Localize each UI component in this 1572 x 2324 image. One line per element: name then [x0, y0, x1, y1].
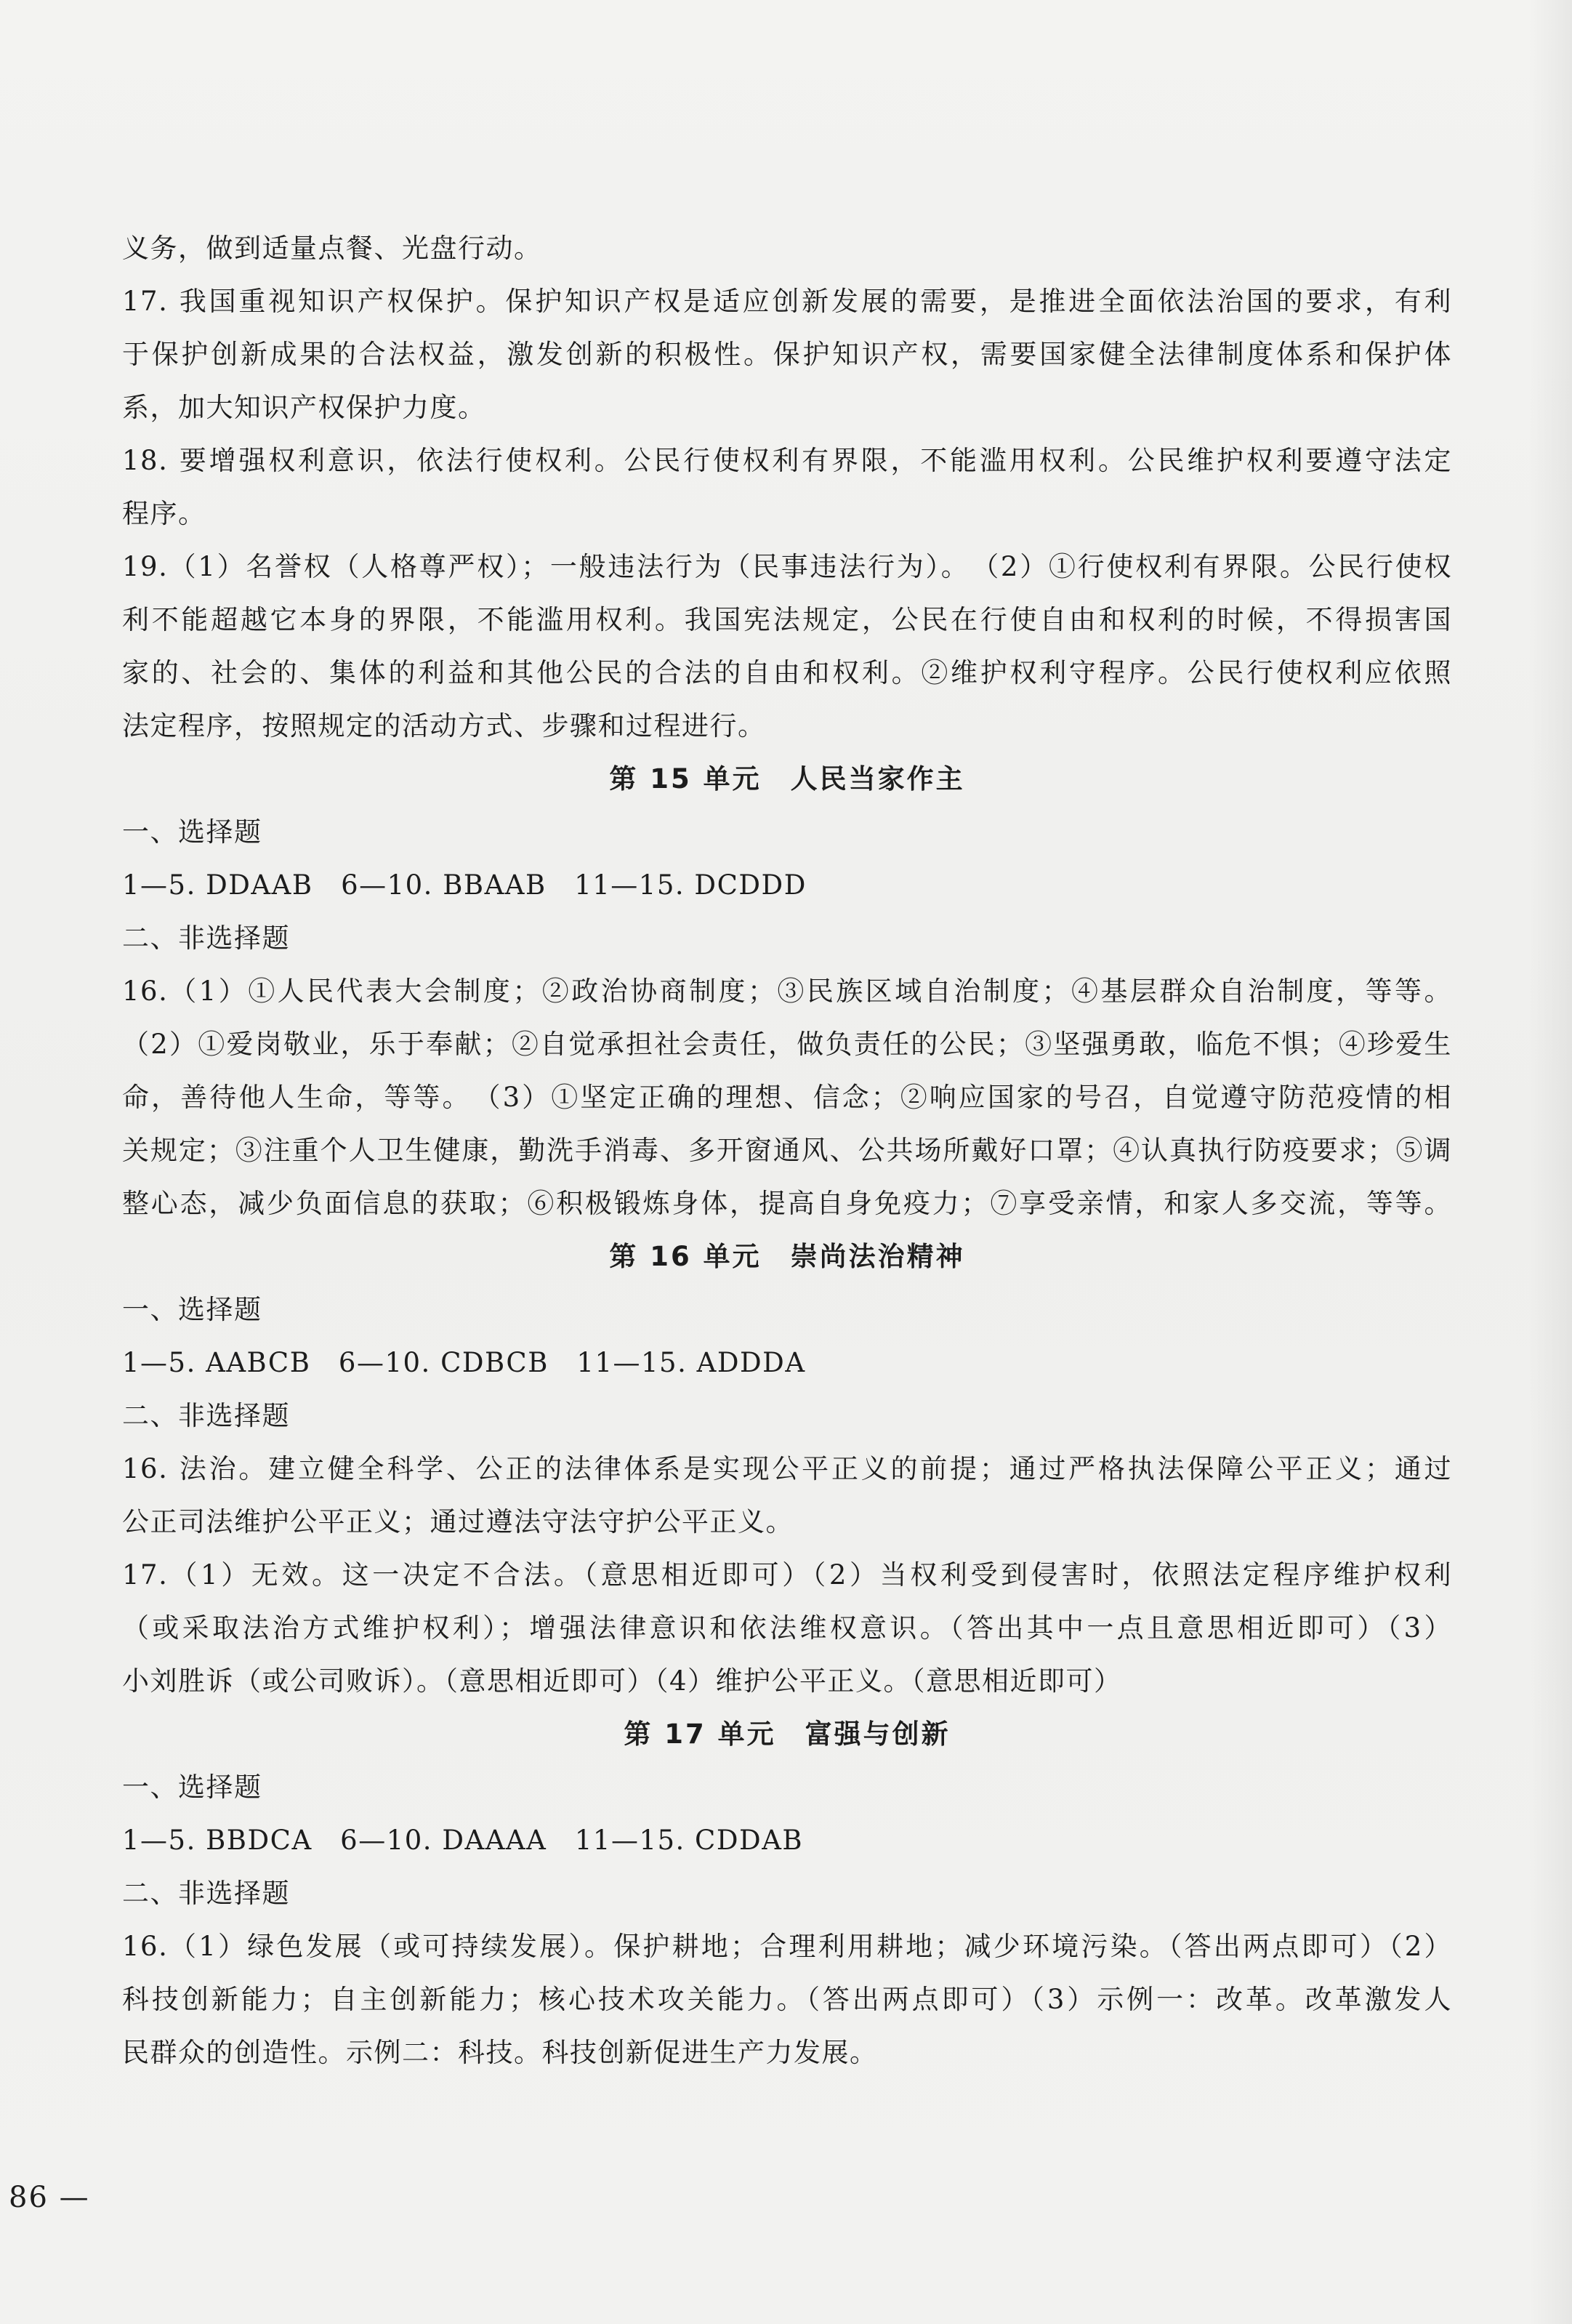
text-line: 民群众的创造性。示例二：科技。科技创新促进生产力发展。 [122, 2037, 878, 2068]
text-line: （2）①爱岗敬业，乐于奉献；②自觉承担社会责任，做负责任的公民；③坚强勇敢，临危不惧；④珍爱生 [122, 1029, 1452, 1060]
text-line: 小刘胜诉（或公司败诉）。（意思相近即可）（4）维护公平正义。（意思相近即可） [122, 1665, 1122, 1697]
text-line: （或采取法治方式维护权利）；增强法律意识和依法维权意识。（答出其中一点且意思相近即可）（3） [122, 1612, 1452, 1644]
unit-heading: 第 15 单元 人民当家作主 [609, 763, 965, 795]
choice-answers: 1—5. DDAAB 6—10. BBAAB 11—15. DCDDD [122, 869, 807, 901]
text-line: 于保护创新成果的合法权益，激发创新的积极性。保护知识产权，需要国家健全法律制度体系和保护体 [122, 339, 1452, 370]
text-line: 义务，做到适量点餐、光盘行动。 [122, 233, 542, 264]
text-line: 关规定；③注重个人卫生健康，勤洗手消毒、多开窗通风、公共场所戴好口罩；④认真执行防疫要求；⑤调 [122, 1135, 1452, 1166]
text-line: 整心态，减少负面信息的获取；⑥积极锻炼身体，提高自身免疫力；⑦享受亲情，和家人多交流，等等。 [122, 1188, 1452, 1219]
section-label: 二、非选择题 [122, 1878, 290, 1909]
unit-heading: 第 16 单元 崇尚法治精神 [609, 1241, 965, 1272]
answer-text-body [122, 222, 1452, 2079]
section-label: 一、选择题 [122, 1772, 262, 1803]
text-line: 命，善待他人生命，等等。 （3）①坚定正确的理想、信念；②响应国家的号召，自觉遵守防范疫情的相 [122, 1082, 1452, 1113]
text-line: 16.（1）绿色发展（或可持续发展）。保护耕地；合理利用耕地；减少环境污染。（答出两点即可）（2） [122, 1931, 1452, 1962]
section-label: 二、非选择题 [122, 922, 290, 954]
text-line: 16. 法治。建立健全科学、公正的法律体系是实现公平正义的前提；通过严格执法保障公平正义；通过 [122, 1453, 1452, 1484]
text-line: 家的、社会的、集体的利益和其他公民的合法的自由和权利。②维护权利守程序。公民行使权利应依照 [122, 657, 1452, 688]
section-label: 一、选择题 [122, 1294, 262, 1325]
text-line: 系，加大知识产权保护力度。 [122, 392, 486, 423]
page-number: 86 — [9, 2181, 90, 2214]
unit-heading: 第 17 单元 富强与创新 [624, 1718, 951, 1750]
page-gutter-shadow [1528, 0, 1572, 2324]
text-line: 公正司法维护公平正义；通过遵法守法守护公平正义。 [122, 1506, 794, 1537]
text-line: 程序。 [122, 498, 206, 529]
choice-answers: 1—5. AABCB 6—10. CDBCB 11—15. ADDDA [122, 1347, 806, 1378]
section-label: 一、选择题 [122, 816, 262, 848]
text-line: 利不能超越它本身的界限，不能滥用权利。我国宪法规定，公民在行使自由和权利的时候，不得损害国 [122, 604, 1452, 635]
text-line: 18. 要增强权利意识，依法行使权利。公民行使权利有界限，不能滥用权利。公民维护权利要遵守法定 [122, 445, 1452, 476]
text-line: 17. 我国重视知识产权保护。保护知识产权是适应创新发展的需要，是推进全面依法治国的要求，有利 [122, 286, 1452, 317]
text-line: 16.（1）①人民代表大会制度；②政治协商制度；③民族区域自治制度；④基层群众自治制度，等等。 [122, 976, 1452, 1007]
text-line: 法定程序，按照规定的活动方式、步骤和过程进行。 [122, 710, 766, 741]
text-line: 19.（1）名誉权（人格尊严权）；一般违法行为（民事违法行为）。 （2）①行使权利有界限。公民行使权 [122, 551, 1452, 582]
choice-answers: 1—5. BBDCA 6—10. DAAAA 11—15. CDDAB [122, 1825, 804, 1856]
text-line: 科技创新能力；自主创新能力；核心技术攻关能力。（答出两点即可）（3）示例一：改革。改革激发人 [122, 1984, 1452, 2015]
section-label: 二、非选择题 [122, 1400, 290, 1431]
text-line: 17.（1）无效。这一决定不合法。（意思相近即可）（2）当权利受到侵害时，依照法定程序维护权利 [122, 1559, 1452, 1591]
